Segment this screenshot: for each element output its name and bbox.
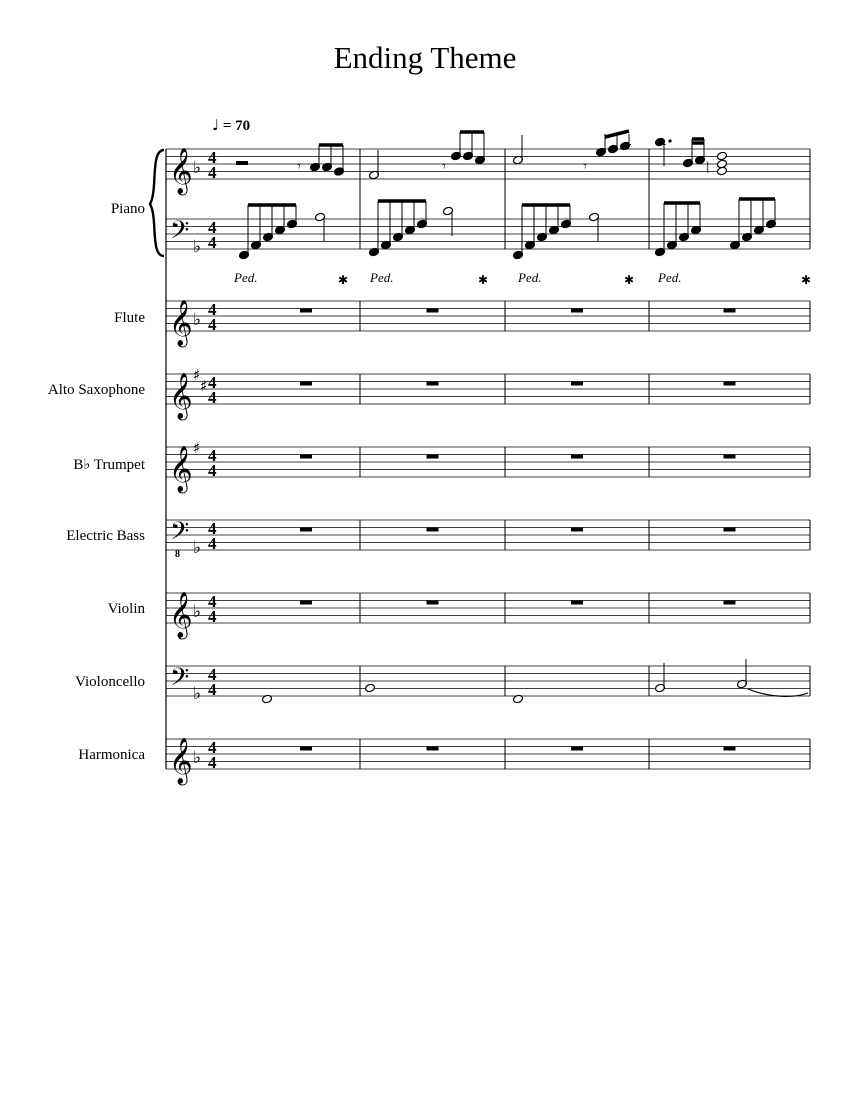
score-title: Ending Theme — [333, 40, 517, 75]
flat-icon: ♭ — [193, 158, 202, 178]
half-rest — [236, 161, 248, 165]
whole-rest — [571, 455, 583, 459]
whole-rest — [724, 309, 736, 313]
time-signature-denominator: 4 — [208, 680, 217, 699]
flat-icon: ♭ — [193, 684, 202, 704]
tie — [748, 689, 808, 696]
flat-icon: ♭ — [193, 602, 202, 622]
flat-icon: ♭ — [193, 310, 202, 330]
time-signature-denominator: 4 — [208, 315, 217, 334]
octave-marking: 8 — [175, 549, 180, 560]
whole-rest — [427, 747, 439, 751]
tempo-text: = 70 — [222, 118, 251, 134]
whole-rest — [724, 528, 736, 532]
time-signature-denominator: 4 — [208, 753, 217, 772]
time-signature-numerator: 4 — [208, 148, 217, 167]
instrument-label-electric-bass: Electric Bass — [66, 528, 145, 544]
pedal-up-marking: ✱ — [338, 273, 349, 287]
whole-rest — [724, 601, 736, 605]
treble-clef-icon: 𝄞 — [169, 738, 193, 784]
time-signature-numerator: 4 — [208, 446, 217, 465]
time-signature-numerator: 4 — [208, 665, 217, 684]
pedal-up-marking: ✱ — [624, 273, 635, 287]
flat-icon: ♭ — [193, 237, 202, 257]
whole-rest — [300, 601, 312, 605]
whole-rest — [724, 455, 736, 459]
treble-clef-icon: 𝄞 — [169, 300, 193, 346]
whole-rest — [571, 747, 583, 751]
whole-rest — [724, 382, 736, 386]
bass-clef-icon: 𝄢 — [170, 663, 190, 698]
whole-rest — [300, 309, 312, 313]
whole-rest — [300, 528, 312, 532]
treble-clef-icon: 𝄞 — [169, 373, 193, 419]
time-signature-numerator: 4 — [208, 738, 217, 757]
treble-clef-icon: 𝄞 — [169, 148, 193, 194]
whole-rest — [724, 747, 736, 751]
time-signature-denominator: 4 — [208, 388, 217, 407]
instrument-label-trumpet: B♭ Trumpet — [73, 457, 145, 473]
instrument-label-violoncello: Violoncello — [75, 674, 145, 690]
time-signature-numerator: 4 — [208, 592, 217, 611]
whole-rest — [300, 747, 312, 751]
quarter-note-icon: ♩ — [212, 116, 220, 134]
pedal-down-marking: Ped. — [518, 270, 542, 285]
time-signature-numerator: 4 — [208, 218, 217, 237]
eighth-rest-icon: 𝄾 — [297, 157, 301, 175]
sharp-icon: ♯ — [193, 366, 201, 384]
pedal-up-marking: ✱ — [801, 273, 812, 287]
pedal-down-marking: Ped. — [370, 270, 394, 285]
chord-note-head — [717, 159, 728, 169]
instrument-label-flute: Flute — [114, 310, 145, 326]
time-signature-numerator: 4 — [208, 300, 217, 319]
instrument-label-harmonica: Harmonica — [78, 747, 145, 763]
eighth-rest-icon: 𝄾 — [442, 157, 446, 175]
bass-clef-icon: 𝄢 — [170, 517, 190, 552]
piano-brace — [150, 150, 164, 256]
dot — [668, 139, 671, 142]
eighth-rest-icon: 𝄾 — [583, 157, 587, 175]
instrument-label-alto-saxophone: Alto Saxophone — [47, 382, 145, 398]
arpeggio-icon: ⦚ — [706, 159, 710, 177]
whole-rest — [427, 309, 439, 313]
time-signature-numerator: 4 — [208, 519, 217, 538]
whole-rest — [427, 601, 439, 605]
instrument-label-piano: Piano — [110, 201, 145, 217]
pedal-down-marking: Ped. — [658, 270, 682, 285]
flat-icon: ♭ — [193, 748, 202, 768]
flat-icon: ♭ — [193, 538, 202, 558]
treble-clef-icon: 𝄞 — [169, 446, 193, 492]
time-signature-numerator: 4 — [208, 373, 217, 392]
pedal-up-marking: ✱ — [478, 273, 489, 287]
whole-rest — [300, 455, 312, 459]
pedal-down-marking: Ped. — [234, 270, 258, 285]
whole-rest — [571, 382, 583, 386]
whole-rest — [571, 528, 583, 532]
time-signature-denominator: 4 — [208, 233, 217, 252]
whole-rest — [571, 309, 583, 313]
time-signature-denominator: 4 — [208, 534, 217, 553]
whole-rest — [427, 455, 439, 459]
whole-note — [365, 683, 376, 693]
time-signature-denominator: 4 — [208, 163, 217, 182]
treble-clef-icon: 𝄞 — [169, 592, 193, 638]
bass-clef-icon: 𝄢 — [170, 216, 190, 251]
time-signature-denominator: 4 — [208, 461, 217, 480]
whole-rest — [427, 528, 439, 532]
sharp-icon: ♯ — [193, 439, 201, 457]
whole-rest — [427, 382, 439, 386]
chord-note-head — [717, 151, 728, 161]
instrument-label-violin: Violin — [107, 601, 145, 617]
sharp-icon: ♯ — [200, 377, 208, 395]
time-signature-denominator: 4 — [208, 607, 217, 626]
whole-rest — [571, 601, 583, 605]
whole-rest — [300, 382, 312, 386]
